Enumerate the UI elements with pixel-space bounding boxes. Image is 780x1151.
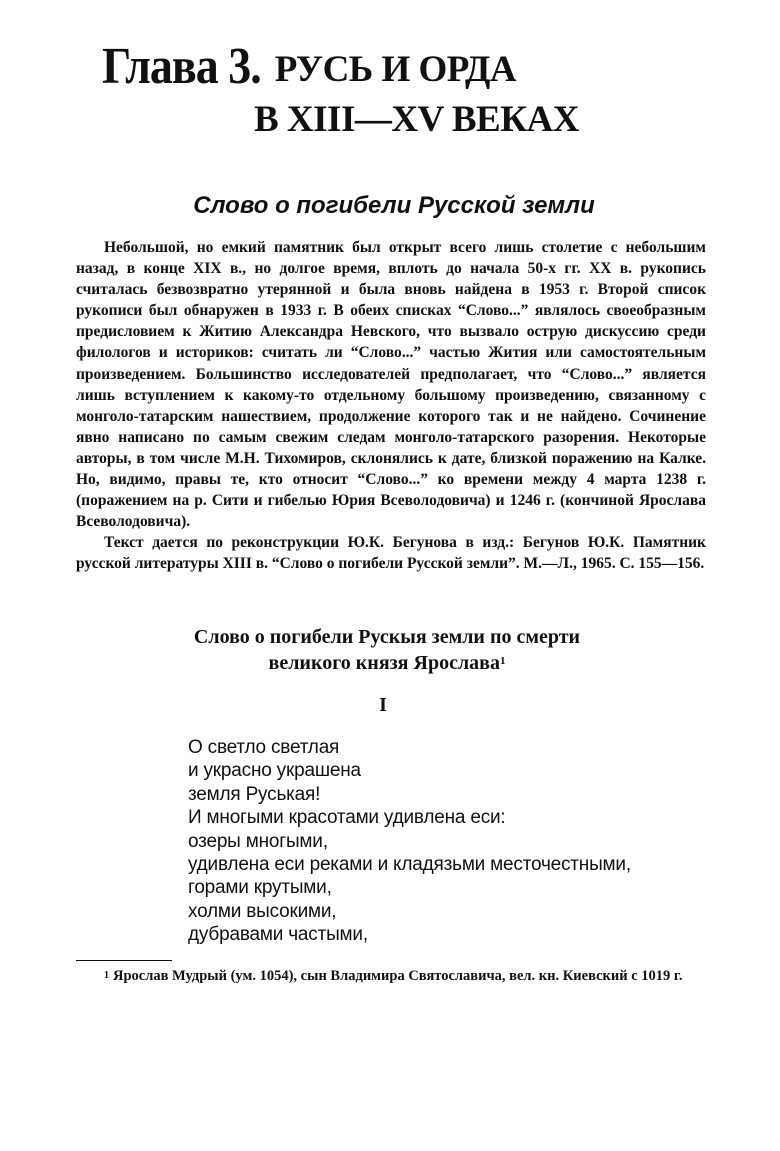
footnote-reference[interactable]: 1 <box>499 655 506 667</box>
poem-title-line-2-text: великого князя Ярослава <box>268 652 500 674</box>
poem-line: и украсно украшена <box>188 760 361 782</box>
chapter-title-line-2: В XIII—XV ВЕКАХ <box>254 99 579 141</box>
chapter-heading <box>102 37 702 141</box>
chapter-label: Глава 3. <box>102 37 261 95</box>
intro-paragraph: Текст дается по реконструкции Ю.К. Бегунова в изд.: Бегунов Ю.К. Памятник русской литературы XIII в. “Слово о погибели Русской земли”. М.—Л., 1965. С. 155—156. <box>76 534 706 573</box>
footnote <box>76 966 706 987</box>
chapter-title-line-1: РУСЬ И ОРДА <box>274 49 517 91</box>
poem-line: удивлена еси реками и кладязьми месточестными, <box>188 854 631 876</box>
poem-line: горами крутыми, <box>188 877 332 899</box>
intro-paragraph: Небольшой, но емкий памятник был открыт всего лишь столетие с небольшим назад, в конце XIX в., но долгое время, вплоть до начала 50-х гг. XX в. рукопись считалась безвозвратно утерянной и была вновь найдена в 1953 г. Второй список рукописи был обнаружен в 1933 г. В обеих списках “Слово...” являлось своеобразным предисловием к Житию Александра Невского, что вызвало острую дискуссию среди филологов и историков: считать ли “Слово...” частью Жития или самостоятельным произведением. Большинство исследователей предполагает, что “Слово...” является лишь вступлением к какому-то отдельному большому произведению, связанному с монголо-татарским нашествием, продолжение которого так и не найдено. Сочинение явно написано по самым свежим следам монголо-татарского разорения. Некоторые авторы, в том числе М.Н. Тихомиров, склонялись к дате, близкой поражению на Калке. Но, видимо, правы те, кто относит “Слово...” ко времени между 4 марта 1238 г. (поражением на р. Сити и гибелью Юрия Всеволодовича) и 1246 г. (кончиной Ярослава Всеволодовича). <box>76 239 706 531</box>
poem-part-number: I <box>379 694 387 716</box>
poem-title-line-1: Слово о погибели Рускыя земли по смерти <box>193 626 581 648</box>
poem-line: земля Руськая! <box>188 783 321 805</box>
intro-text <box>76 237 706 575</box>
poem-line: холми высокими, <box>188 900 337 922</box>
poem-line: О светло светлая <box>188 737 340 758</box>
poem-lines <box>188 736 748 947</box>
section-title: Слово о погибели Русской земли <box>193 192 595 219</box>
poem-title <box>0 624 780 676</box>
poem-line: дубравами частыми, <box>188 924 368 946</box>
chapter-heading-line-1 <box>102 37 702 95</box>
poem-line: И многыми красотами удивлена еси: <box>188 807 506 829</box>
footnote-divider <box>76 960 172 961</box>
poem-title-line-2 <box>0 650 774 676</box>
footnote-text: Ярослав Мудрый (ум. 1054), сын Владимира Святославича, вел. кн. Киевский с 1019 г. <box>113 968 683 984</box>
footnote-mark: 1 <box>104 970 109 981</box>
poem-line: озеры многыми, <box>188 830 328 852</box>
